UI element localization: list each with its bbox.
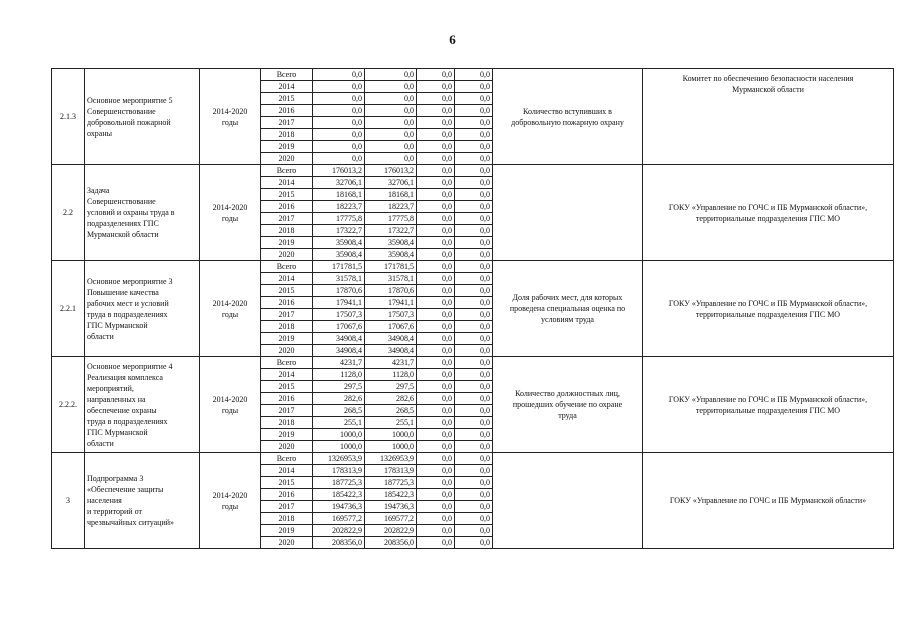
executor-cell: ГОКУ «Управление по ГОЧС и ПБ Мурманской области»	[643, 453, 894, 549]
total-cell: 18168,1	[313, 189, 365, 201]
other-sources-cell: 0,0	[455, 165, 493, 177]
item-period: 2014-2020 годы	[200, 357, 261, 453]
executor-cell: ГОКУ «Управление по ГОЧС и ПБ Мурманской области», территориальные подразделения ГПС МО	[643, 165, 894, 261]
total-cell: 4231,7	[313, 357, 365, 369]
total-cell: 35908,4	[313, 249, 365, 261]
regional-budget-cell: 1000,0	[365, 429, 417, 441]
year-cell: 2015	[261, 285, 313, 297]
regional-budget-cell: 169577,2	[365, 513, 417, 525]
regional-budget-cell: 35908,4	[365, 237, 417, 249]
total-cell: 34908,4	[313, 333, 365, 345]
regional-budget-cell: 34908,4	[365, 333, 417, 345]
other-sources-cell: 0,0	[455, 177, 493, 189]
federal-budget-cell: 0,0	[417, 273, 455, 285]
regional-budget-cell: 0,0	[365, 129, 417, 141]
total-cell: 178313,9	[313, 465, 365, 477]
year-cell: 2018	[261, 321, 313, 333]
total-cell: 17067,6	[313, 321, 365, 333]
item-period: 2014-2020 годы	[200, 69, 261, 165]
other-sources-cell: 0,0	[455, 477, 493, 489]
year-cell: 2014	[261, 81, 313, 93]
year-cell: 2018	[261, 417, 313, 429]
federal-budget-cell: 0,0	[417, 285, 455, 297]
federal-budget-cell: 0,0	[417, 345, 455, 357]
indicator-cell: Количество должностных лиц, прошедших обучение по охране труда	[493, 357, 643, 453]
other-sources-cell: 0,0	[455, 201, 493, 213]
federal-budget-cell: 0,0	[417, 213, 455, 225]
other-sources-cell: 0,0	[455, 237, 493, 249]
total-cell: 17870,6	[313, 285, 365, 297]
federal-budget-cell: 0,0	[417, 369, 455, 381]
total-cell: 1000,0	[313, 441, 365, 453]
other-sources-cell: 0,0	[455, 189, 493, 201]
federal-budget-cell: 0,0	[417, 405, 455, 417]
regional-budget-cell: 0,0	[365, 141, 417, 153]
total-cell: 202822,9	[313, 525, 365, 537]
item-name: Основное мероприятие 4 Реализация комплекса мероприятий, направленных на обеспечение охраны труда в подразделениях ГПС Мурманской области	[85, 357, 200, 453]
total-cell: 1000,0	[313, 429, 365, 441]
regional-budget-cell: 176013,2	[365, 165, 417, 177]
total-cell: 169577,2	[313, 513, 365, 525]
other-sources-cell: 0,0	[455, 417, 493, 429]
table-row	[52, 453, 894, 465]
other-sources-cell: 0,0	[455, 369, 493, 381]
regional-budget-cell: 1000,0	[365, 441, 417, 453]
other-sources-cell: 0,0	[455, 213, 493, 225]
federal-budget-cell: 0,0	[417, 525, 455, 537]
year-cell: 2015	[261, 189, 313, 201]
regional-budget-cell: 17941,1	[365, 297, 417, 309]
federal-budget-cell: 0,0	[417, 237, 455, 249]
year-cell: 2020	[261, 249, 313, 261]
federal-budget-cell: 0,0	[417, 201, 455, 213]
year-cell: Всего	[261, 69, 313, 81]
table-row	[52, 357, 894, 369]
executor-cell: Комитет по обеспечению безопасности населения Мурманской области	[643, 69, 894, 165]
regional-budget-cell: 34908,4	[365, 345, 417, 357]
federal-budget-cell: 0,0	[417, 453, 455, 465]
year-cell: 2020	[261, 153, 313, 165]
federal-budget-cell: 0,0	[417, 489, 455, 501]
indicator-cell	[493, 165, 643, 261]
table-body	[52, 69, 894, 549]
regional-budget-cell: 171781,5	[365, 261, 417, 273]
year-cell: 2016	[261, 489, 313, 501]
item-code: 3	[52, 453, 85, 549]
federal-budget-cell: 0,0	[417, 81, 455, 93]
federal-budget-cell: 0,0	[417, 225, 455, 237]
regional-budget-cell: 35908,4	[365, 249, 417, 261]
total-cell: 0,0	[313, 93, 365, 105]
other-sources-cell: 0,0	[455, 321, 493, 333]
year-cell: 2019	[261, 141, 313, 153]
total-cell: 17507,3	[313, 309, 365, 321]
regional-budget-cell: 31578,1	[365, 273, 417, 285]
year-cell: 2014	[261, 465, 313, 477]
other-sources-cell: 0,0	[455, 513, 493, 525]
other-sources-cell: 0,0	[455, 345, 493, 357]
table-row	[52, 261, 894, 273]
year-cell: 2016	[261, 105, 313, 117]
other-sources-cell: 0,0	[455, 81, 493, 93]
federal-budget-cell: 0,0	[417, 417, 455, 429]
total-cell: 17322,7	[313, 225, 365, 237]
executor-cell: ГОКУ «Управление по ГОЧС и ПБ Мурманской области», территориальные подразделения ГПС МО	[643, 357, 894, 453]
year-cell: 2015	[261, 381, 313, 393]
regional-budget-cell: 268,5	[365, 405, 417, 417]
total-cell: 282,6	[313, 393, 365, 405]
item-code: 2.2.2.	[52, 357, 85, 453]
regional-budget-cell: 0,0	[365, 81, 417, 93]
total-cell: 34908,4	[313, 345, 365, 357]
other-sources-cell: 0,0	[455, 429, 493, 441]
regional-budget-cell: 1128,0	[365, 369, 417, 381]
other-sources-cell: 0,0	[455, 489, 493, 501]
federal-budget-cell: 0,0	[417, 153, 455, 165]
year-cell: 2019	[261, 333, 313, 345]
item-name: Основное мероприятие 3 Повышение качества рабочих мест и условий труда в подразделениях ГПС Мурманской области	[85, 261, 200, 357]
federal-budget-cell: 0,0	[417, 357, 455, 369]
total-cell: 0,0	[313, 81, 365, 93]
year-cell: Всего	[261, 357, 313, 369]
federal-budget-cell: 0,0	[417, 537, 455, 549]
total-cell: 0,0	[313, 153, 365, 165]
federal-budget-cell: 0,0	[417, 381, 455, 393]
federal-budget-cell: 0,0	[417, 261, 455, 273]
regional-budget-cell: 187725,3	[365, 477, 417, 489]
total-cell: 1326953,9	[313, 453, 365, 465]
indicator-cell: Доля рабочих мест, для которых проведена специальная оценка по условиям труда	[493, 261, 643, 357]
total-cell: 176013,2	[313, 165, 365, 177]
program-table	[51, 68, 894, 549]
total-cell: 1128,0	[313, 369, 365, 381]
total-cell: 0,0	[313, 141, 365, 153]
total-cell: 255,1	[313, 417, 365, 429]
year-cell: 2020	[261, 537, 313, 549]
other-sources-cell: 0,0	[455, 309, 493, 321]
federal-budget-cell: 0,0	[417, 141, 455, 153]
total-cell: 187725,3	[313, 477, 365, 489]
regional-budget-cell: 255,1	[365, 417, 417, 429]
item-name: Задача Совершенствование условий и охраны труда в подразделениях ГПС Мурманской области	[85, 165, 200, 261]
total-cell: 17941,1	[313, 297, 365, 309]
other-sources-cell: 0,0	[455, 225, 493, 237]
regional-budget-cell: 17870,6	[365, 285, 417, 297]
total-cell: 0,0	[313, 129, 365, 141]
year-cell: 2018	[261, 129, 313, 141]
regional-budget-cell: 297,5	[365, 381, 417, 393]
other-sources-cell: 0,0	[455, 285, 493, 297]
total-cell: 17775,8	[313, 213, 365, 225]
other-sources-cell: 0,0	[455, 537, 493, 549]
other-sources-cell: 0,0	[455, 465, 493, 477]
other-sources-cell: 0,0	[455, 297, 493, 309]
other-sources-cell: 0,0	[455, 441, 493, 453]
year-cell: 2017	[261, 405, 313, 417]
other-sources-cell: 0,0	[455, 129, 493, 141]
year-cell: 2019	[261, 525, 313, 537]
year-cell: 2016	[261, 297, 313, 309]
total-cell: 185422,3	[313, 489, 365, 501]
year-cell: 2016	[261, 393, 313, 405]
federal-budget-cell: 0,0	[417, 333, 455, 345]
federal-budget-cell: 0,0	[417, 105, 455, 117]
year-cell: Всего	[261, 453, 313, 465]
federal-budget-cell: 0,0	[417, 477, 455, 489]
other-sources-cell: 0,0	[455, 405, 493, 417]
other-sources-cell: 0,0	[455, 393, 493, 405]
indicator-cell	[493, 453, 643, 549]
total-cell: 268,5	[313, 405, 365, 417]
federal-budget-cell: 0,0	[417, 321, 455, 333]
other-sources-cell: 0,0	[455, 501, 493, 513]
item-code: 2.2.1	[52, 261, 85, 357]
regional-budget-cell: 1326953,9	[365, 453, 417, 465]
item-period: 2014-2020 годы	[200, 453, 261, 549]
year-cell: 2014	[261, 177, 313, 189]
federal-budget-cell: 0,0	[417, 69, 455, 81]
federal-budget-cell: 0,0	[417, 465, 455, 477]
year-cell: 2018	[261, 225, 313, 237]
total-cell: 208356,0	[313, 537, 365, 549]
table-row	[52, 69, 894, 81]
regional-budget-cell: 202822,9	[365, 525, 417, 537]
year-cell: 2017	[261, 117, 313, 129]
regional-budget-cell: 17067,6	[365, 321, 417, 333]
total-cell: 0,0	[313, 69, 365, 81]
item-name: Подпрограмма 3 «Обеспечение защиты населения и территорий от чрезвычайных ситуаций»	[85, 453, 200, 549]
regional-budget-cell: 17507,3	[365, 309, 417, 321]
year-cell: 2017	[261, 309, 313, 321]
year-cell: 2019	[261, 237, 313, 249]
year-cell: 2015	[261, 93, 313, 105]
regional-budget-cell: 0,0	[365, 117, 417, 129]
year-cell: 2014	[261, 369, 313, 381]
federal-budget-cell: 0,0	[417, 165, 455, 177]
federal-budget-cell: 0,0	[417, 429, 455, 441]
federal-budget-cell: 0,0	[417, 309, 455, 321]
other-sources-cell: 0,0	[455, 525, 493, 537]
total-cell: 194736,3	[313, 501, 365, 513]
federal-budget-cell: 0,0	[417, 297, 455, 309]
federal-budget-cell: 0,0	[417, 189, 455, 201]
total-cell: 18223,7	[313, 201, 365, 213]
federal-budget-cell: 0,0	[417, 93, 455, 105]
regional-budget-cell: 185422,3	[365, 489, 417, 501]
other-sources-cell: 0,0	[455, 69, 493, 81]
regional-budget-cell: 282,6	[365, 393, 417, 405]
other-sources-cell: 0,0	[455, 117, 493, 129]
other-sources-cell: 0,0	[455, 249, 493, 261]
other-sources-cell: 0,0	[455, 381, 493, 393]
regional-budget-cell: 0,0	[365, 153, 417, 165]
total-cell: 31578,1	[313, 273, 365, 285]
page-number: 6	[449, 32, 456, 47]
other-sources-cell: 0,0	[455, 141, 493, 153]
regional-budget-cell: 0,0	[365, 93, 417, 105]
other-sources-cell: 0,0	[455, 261, 493, 273]
regional-budget-cell: 17775,8	[365, 213, 417, 225]
other-sources-cell: 0,0	[455, 333, 493, 345]
year-cell: 2018	[261, 513, 313, 525]
year-cell: 2016	[261, 201, 313, 213]
other-sources-cell: 0,0	[455, 93, 493, 105]
federal-budget-cell: 0,0	[417, 249, 455, 261]
year-cell: 2014	[261, 273, 313, 285]
item-name: Основное мероприятие 5 Совершенствование добровольной пожарной охраны	[85, 69, 200, 165]
year-cell: 2019	[261, 429, 313, 441]
year-cell: 2015	[261, 477, 313, 489]
other-sources-cell: 0,0	[455, 153, 493, 165]
year-cell: 2017	[261, 501, 313, 513]
regional-budget-cell: 178313,9	[365, 465, 417, 477]
total-cell: 297,5	[313, 381, 365, 393]
other-sources-cell: 0,0	[455, 357, 493, 369]
item-period: 2014-2020 годы	[200, 261, 261, 357]
federal-budget-cell: 0,0	[417, 129, 455, 141]
regional-budget-cell: 4231,7	[365, 357, 417, 369]
regional-budget-cell: 208356,0	[365, 537, 417, 549]
regional-budget-cell: 194736,3	[365, 501, 417, 513]
federal-budget-cell: 0,0	[417, 501, 455, 513]
regional-budget-cell: 18168,1	[365, 189, 417, 201]
federal-budget-cell: 0,0	[417, 441, 455, 453]
federal-budget-cell: 0,0	[417, 513, 455, 525]
year-cell: 2017	[261, 213, 313, 225]
year-cell: Всего	[261, 261, 313, 273]
year-cell: 2020	[261, 441, 313, 453]
total-cell: 171781,5	[313, 261, 365, 273]
federal-budget-cell: 0,0	[417, 393, 455, 405]
executor-cell: ГОКУ «Управление по ГОЧС и ПБ Мурманской области», территориальные подразделения ГПС МО	[643, 261, 894, 357]
federal-budget-cell: 0,0	[417, 177, 455, 189]
item-code: 2.1.3	[52, 69, 85, 165]
federal-budget-cell: 0,0	[417, 117, 455, 129]
regional-budget-cell: 0,0	[365, 105, 417, 117]
indicator-cell: Количество вступивших в добровольную пожарную охрану	[493, 69, 643, 165]
other-sources-cell: 0,0	[455, 453, 493, 465]
total-cell: 32706,1	[313, 177, 365, 189]
other-sources-cell: 0,0	[455, 273, 493, 285]
other-sources-cell: 0,0	[455, 105, 493, 117]
total-cell: 0,0	[313, 117, 365, 129]
regional-budget-cell: 0,0	[365, 69, 417, 81]
table-row	[52, 165, 894, 177]
total-cell: 35908,4	[313, 237, 365, 249]
year-cell: Всего	[261, 165, 313, 177]
regional-budget-cell: 18223,7	[365, 201, 417, 213]
regional-budget-cell: 17322,7	[365, 225, 417, 237]
item-code: 2.2	[52, 165, 85, 261]
total-cell: 0,0	[313, 105, 365, 117]
item-period: 2014-2020 годы	[200, 165, 261, 261]
regional-budget-cell: 32706,1	[365, 177, 417, 189]
year-cell: 2020	[261, 345, 313, 357]
